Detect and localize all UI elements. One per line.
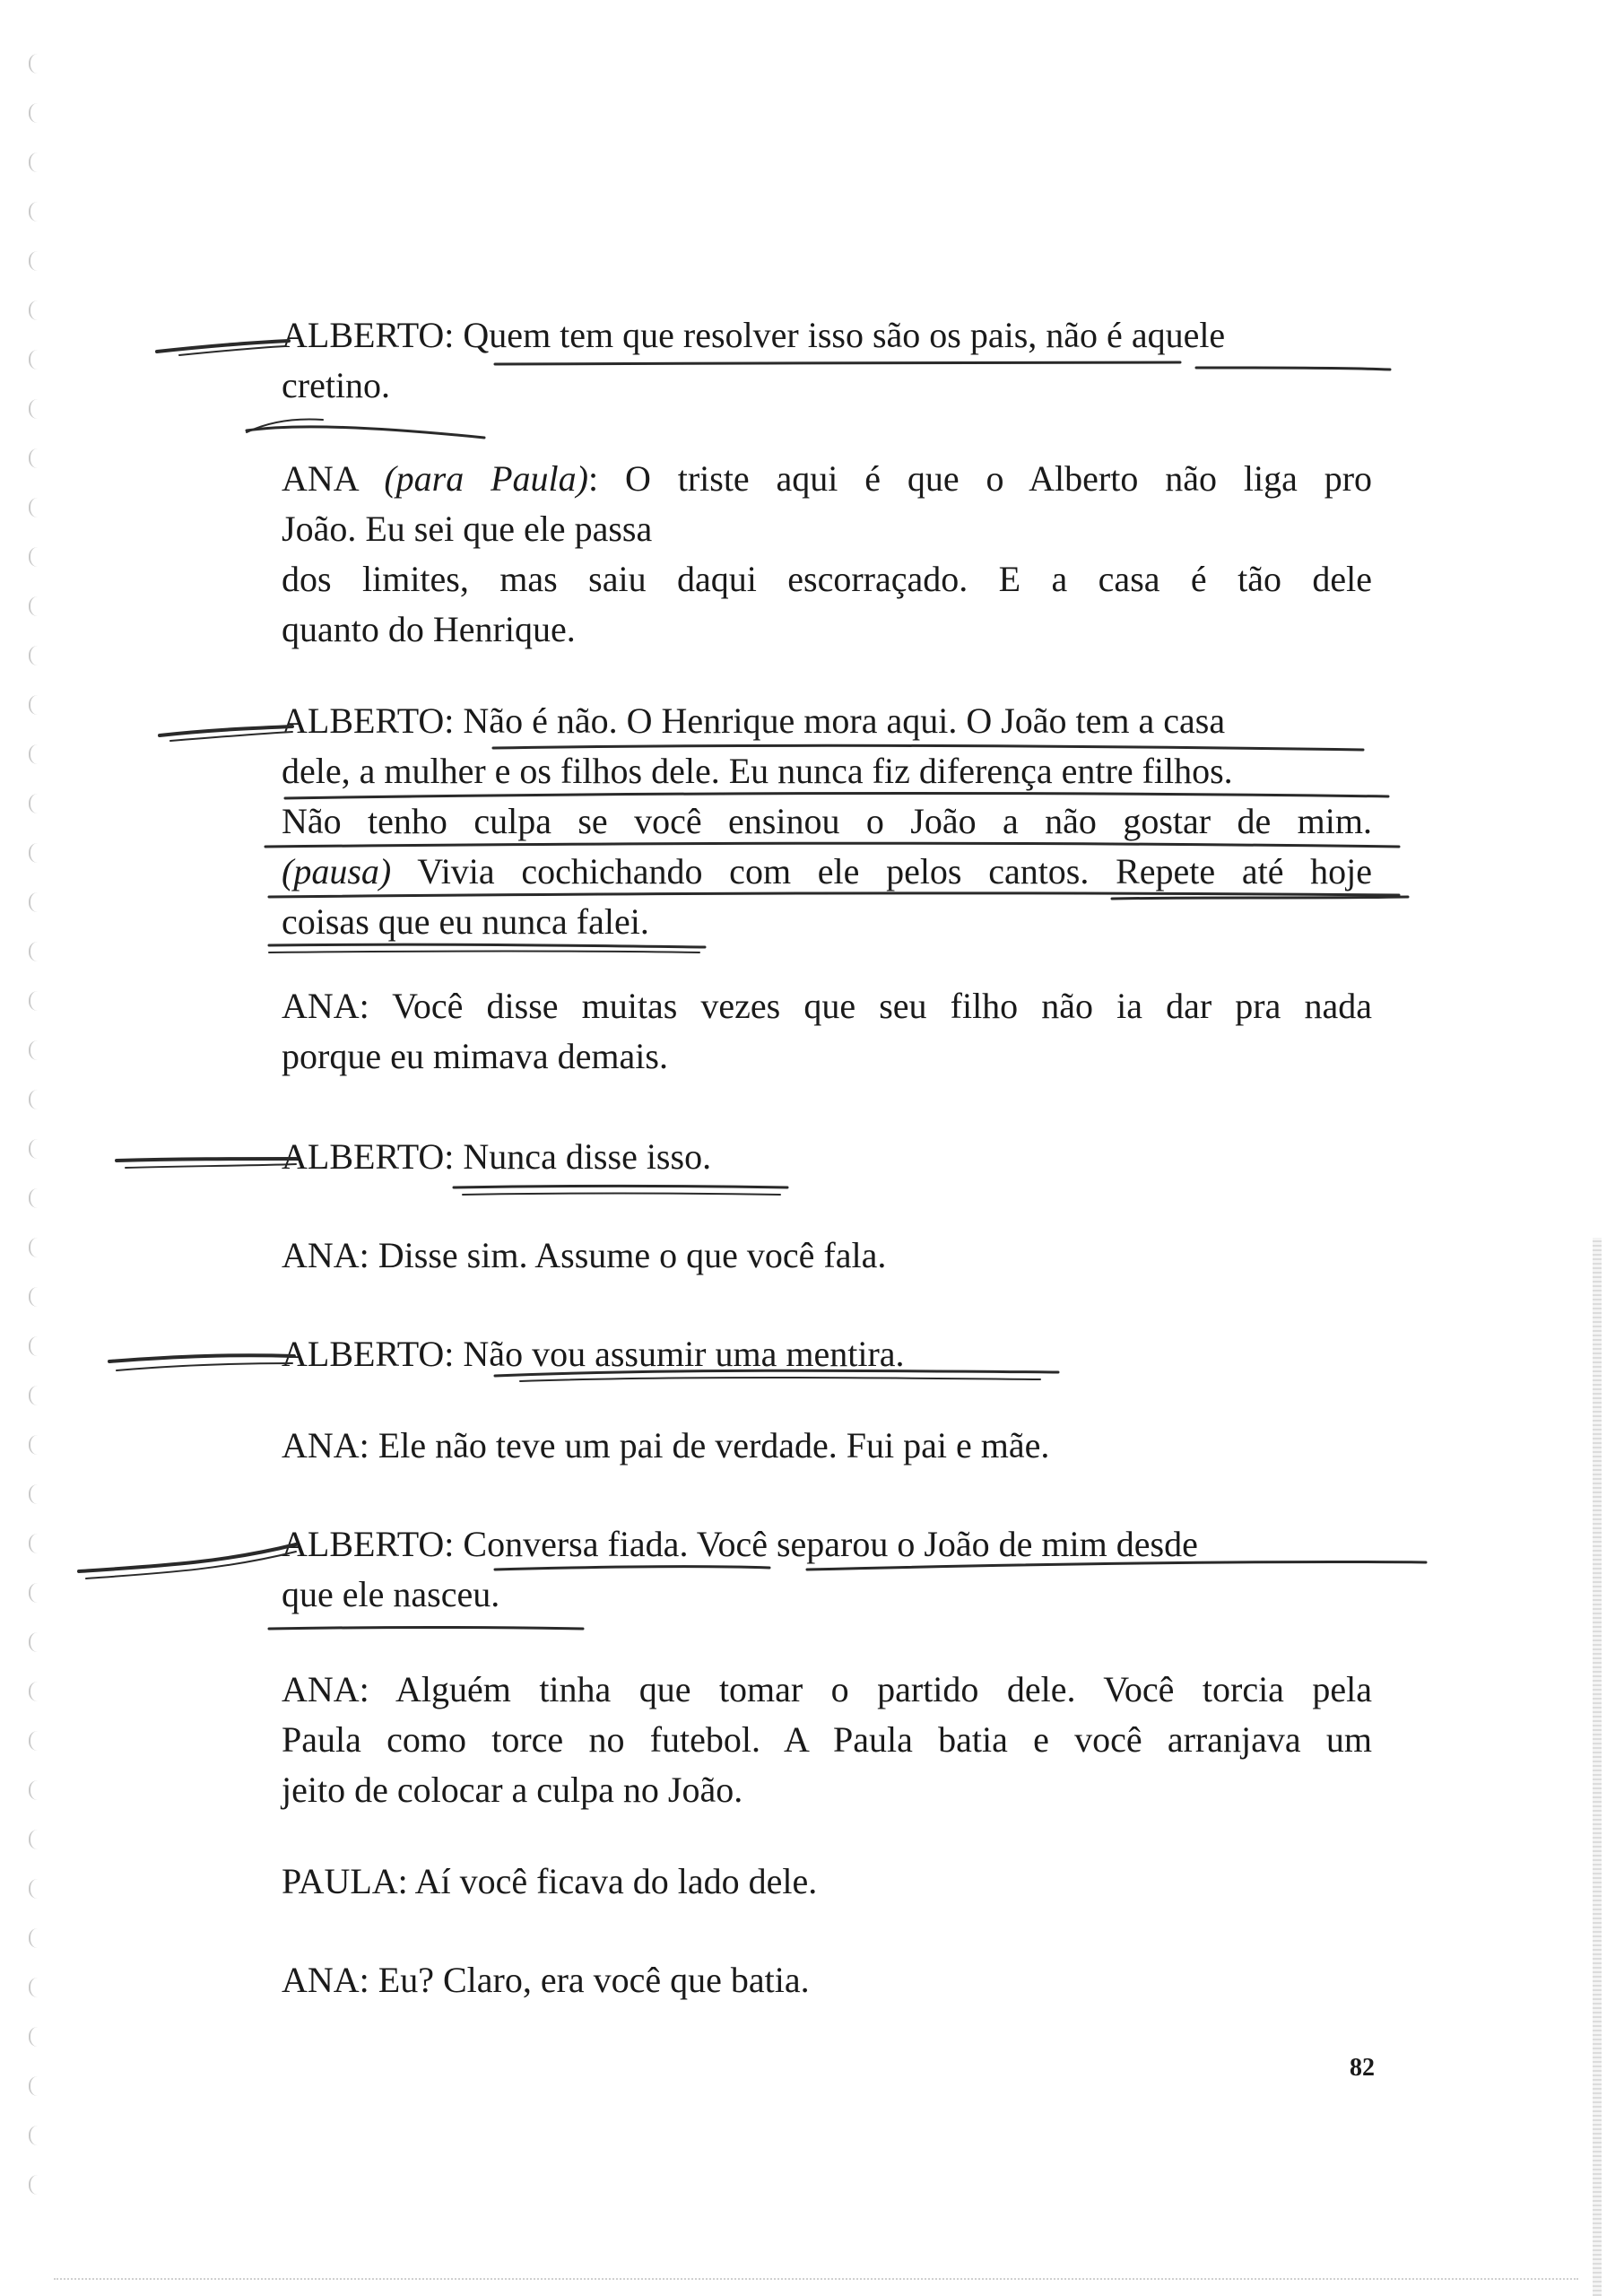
- dialogue-line: Vivia cochichando com ele pelos cantos. Repete até hoje: [417, 851, 1373, 891]
- binding-hole: [29, 54, 39, 74]
- dialogue-alberto-4: [282, 1329, 1372, 1379]
- margin-arrow: [157, 341, 289, 352]
- dialogue-line: jeito de colocar a culpa no João.: [282, 1770, 743, 1810]
- binding-hole: [29, 202, 39, 222]
- dialogue-line: cretino.: [282, 365, 391, 405]
- speaker: ANA:: [282, 1425, 369, 1465]
- speaker: ALBERTO:: [282, 1524, 455, 1564]
- margin-arrow: [86, 1552, 296, 1578]
- binding-hole: [29, 1928, 39, 1948]
- binding-holes: [18, 36, 54, 2260]
- dialogue-line: Quem tem que resolver isso são os pais, não é aquele: [463, 315, 1226, 355]
- dialogue-line: quanto do Henrique.: [282, 609, 576, 649]
- binding-hole: [29, 1435, 39, 1455]
- margin-arrow: [79, 1544, 296, 1571]
- page-edge-shadow: [1593, 1238, 1602, 2296]
- binding-hole: [29, 1632, 39, 1652]
- punctuation: :: [587, 458, 599, 499]
- underline: [463, 1194, 780, 1196]
- binding-hole: [29, 152, 39, 172]
- binding-hole: [29, 1484, 39, 1504]
- underline: [247, 420, 323, 432]
- speaker: ALBERTO:: [282, 1136, 455, 1177]
- binding-hole: [29, 1731, 39, 1751]
- speaker: ANA:: [282, 986, 369, 1026]
- binding-hole: [29, 1238, 39, 1257]
- speaker: ANA:: [282, 1235, 369, 1275]
- dialogue-line: Não vou assumir uma mentira.: [463, 1334, 905, 1374]
- underline: [269, 1628, 583, 1630]
- binding-hole: [29, 1534, 39, 1553]
- binding-hole: [29, 596, 39, 616]
- binding-hole: [29, 300, 39, 320]
- dialogue-line: Aí você ficava do lado dele.: [414, 1861, 818, 1901]
- binding-hole: [29, 794, 39, 813]
- underline: [454, 1187, 787, 1188]
- binding-hole: [29, 892, 39, 912]
- binding-hole: [29, 1188, 39, 1208]
- dialogue-line: O triste aqui é que o Alberto não liga pro: [624, 458, 1373, 499]
- stage-direction: (pausa): [282, 851, 392, 891]
- binding-hole: [29, 448, 39, 468]
- dialogue-line: Alguém tinha que tomar o partido dele. Você torcia pela: [395, 1669, 1372, 1709]
- dialogue-alberto-3: [282, 1132, 1372, 1182]
- dialogue-line: Ele não teve um pai de verdade. Fui pai e mãe.: [378, 1425, 1050, 1465]
- dialogue-alberto-5: [282, 1519, 1372, 1620]
- binding-hole: [29, 1879, 39, 1899]
- dialogue-line: porque eu mimava demais.: [282, 1036, 668, 1076]
- binding-hole: [29, 843, 39, 863]
- binding-hole: [29, 744, 39, 764]
- binding-hole: [29, 1090, 39, 1109]
- binding-hole: [29, 695, 39, 715]
- page-number: 82: [1350, 2054, 1375, 2082]
- dialogue-line: Não é não. O Henrique mora aqui. O João tem a casa: [463, 700, 1226, 741]
- dialogue-line: dele, a mulher e os filhos dele. Eu nunca fiz diferença entre filhos.: [282, 751, 1233, 791]
- speaker: ANA: [282, 458, 358, 499]
- margin-arrow: [117, 1159, 296, 1161]
- binding-hole: [29, 1780, 39, 1800]
- binding-hole: [29, 103, 39, 123]
- speaker: ANA:: [282, 1960, 369, 2000]
- binding-hole: [29, 2076, 39, 2096]
- binding-hole: [29, 2126, 39, 2145]
- binding-hole: [29, 646, 39, 665]
- margin-arrow: [117, 1363, 292, 1370]
- dialogue-ana-2: [282, 981, 1372, 1082]
- dialogue-line: Você disse muitas vezes que seu filho não ia dar pra nada: [392, 986, 1372, 1026]
- binding-hole: [29, 1386, 39, 1405]
- speaker: ALBERTO:: [282, 315, 455, 355]
- binding-hole: [29, 1682, 39, 1701]
- binding-hole: [29, 1830, 39, 1849]
- underline: [247, 427, 484, 438]
- dialogue-line: Não tenho culpa se você ensinou o João a não gostar de mim.: [282, 801, 1372, 841]
- dialogue-paula-1: [282, 1857, 1372, 1907]
- dialogue-line: que ele nasceu.: [282, 1574, 500, 1614]
- dialogue-ana-3: [282, 1231, 1372, 1281]
- binding-hole: [29, 942, 39, 961]
- dialogue-line: Eu? Claro, era você que batia.: [378, 1960, 810, 2000]
- binding-hole: [29, 547, 39, 567]
- speaker: PAULA:: [282, 1861, 408, 1901]
- dialogue-line: coisas que eu nunca falei.: [282, 901, 649, 942]
- binding-hole: [29, 1583, 39, 1603]
- binding-hole: [29, 399, 39, 419]
- dialogue-line: Nunca disse isso.: [463, 1136, 712, 1177]
- margin-arrow: [179, 346, 285, 355]
- binding-hole: [29, 498, 39, 517]
- binding-hole: [29, 251, 39, 271]
- dialogue-ana-5: [282, 1665, 1372, 1815]
- margin-arrow: [160, 726, 292, 735]
- margin-arrow: [170, 732, 292, 741]
- dialogue-line: João. Eu sei que ele passa: [282, 509, 653, 549]
- underline: [269, 952, 699, 953]
- binding-hole: [29, 1336, 39, 1356]
- speaker: ALBERTO:: [282, 700, 455, 741]
- binding-hole: [29, 2175, 39, 2195]
- dialogue-ana-4: [282, 1421, 1372, 1471]
- stage-direction: (para Paula): [384, 458, 588, 499]
- margin-arrow: [109, 1355, 294, 1361]
- speaker: ANA:: [282, 1669, 369, 1709]
- dialogue-alberto-1: [282, 310, 1372, 411]
- dialogue-line: dos limites, mas saiu daqui escorraçado. E a casa é tão dele: [282, 559, 1372, 599]
- dialogue-line: Paula como torce no futebol. A Paula batia e você arranjava um: [282, 1719, 1372, 1760]
- dialogue-alberto-2: [282, 696, 1372, 947]
- bottom-edge: [54, 2278, 1578, 2280]
- speaker: ALBERTO:: [282, 1334, 455, 1374]
- binding-hole: [29, 991, 39, 1011]
- binding-hole: [29, 350, 39, 370]
- margin-arrow: [126, 1164, 296, 1168]
- binding-hole: [29, 1978, 39, 1997]
- binding-hole: [29, 2027, 39, 2047]
- dialogue-line: Disse sim. Assume o que você fala.: [378, 1235, 887, 1275]
- binding-hole: [29, 1139, 39, 1159]
- dialogue-line: Conversa fiada. Você separou o João de mim desde: [463, 1524, 1198, 1564]
- binding-hole: [29, 1287, 39, 1307]
- dialogue-ana-1: [282, 454, 1372, 655]
- dialogue-ana-6: [282, 1955, 1372, 2005]
- binding-hole: [29, 1040, 39, 1060]
